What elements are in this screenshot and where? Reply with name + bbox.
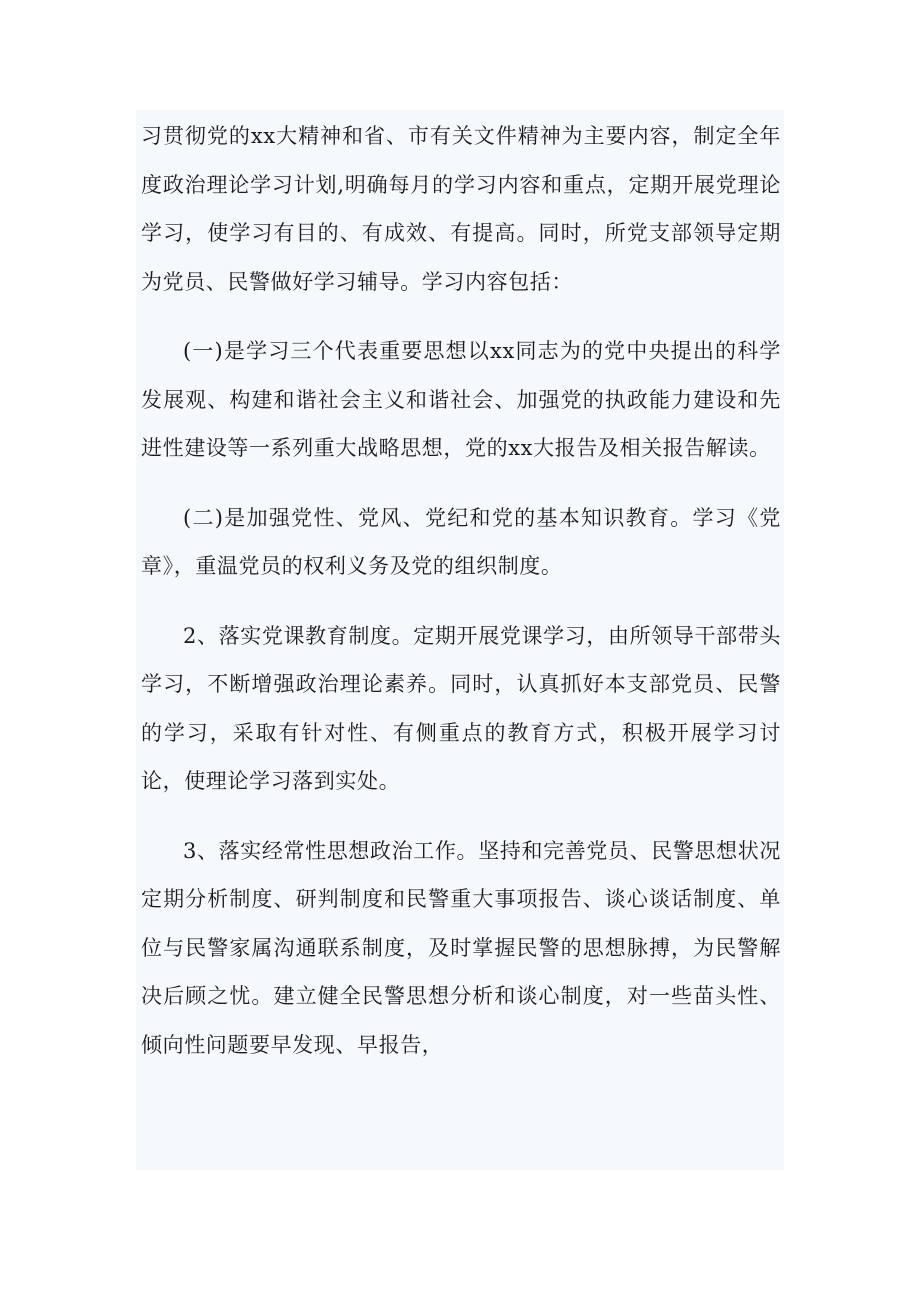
paragraph-section-3: 3、落实经常性思想政治工作。坚持和完善党员、民警思想状况定期分析制度、研判制度和民警重大事项报告、谈心谈话制度、单位与民警家属沟通联系制度，及时掌握民警的思想脉搏，为民警解决后顾之忧。建立健全民警思想分析和谈心制度，对一些苗头性、倾向性问题要早发现、早报告， [141, 838, 781, 1057]
paragraph-item-2: (二)是加强党性、党风、党纪和党的基本知识教育。学习《党章》，重温党员的权利义务及党的组织制度。 [141, 505, 781, 578]
paragraph-continuation: 习贯彻党的xx大精神和省、市有关文件精神为主要内容，制定全年度政治理论学习计划,明确每月的学习内容和重点，定期开展党理论学习，使学习有目的、有成效、有提高。同时，所党支部领导定期为党员、民警做好学习辅导。学习内容包括： [141, 124, 781, 294]
document-body [141, 112, 781, 1069]
paragraph-section-2: 2、落实党课教育制度。定期开展党课学习，由所领导干部带头学习，不断增强政治理论素养。同时，认真抓好本支部党员、民警的学习，采取有针对性、有侧重点的教育方式，积极开展学习讨论，使理论学习落到实处。 [141, 623, 781, 793]
paragraph-item-1: (一)是学习三个代表重要思想以xx同志为的党中央提出的科学发展观、构建和谐社会主义和谐社会、加强党的执政能力建设和先进性建设等一系列重大战略思想，党的xx大报告及相关报告解读。 [141, 339, 781, 460]
